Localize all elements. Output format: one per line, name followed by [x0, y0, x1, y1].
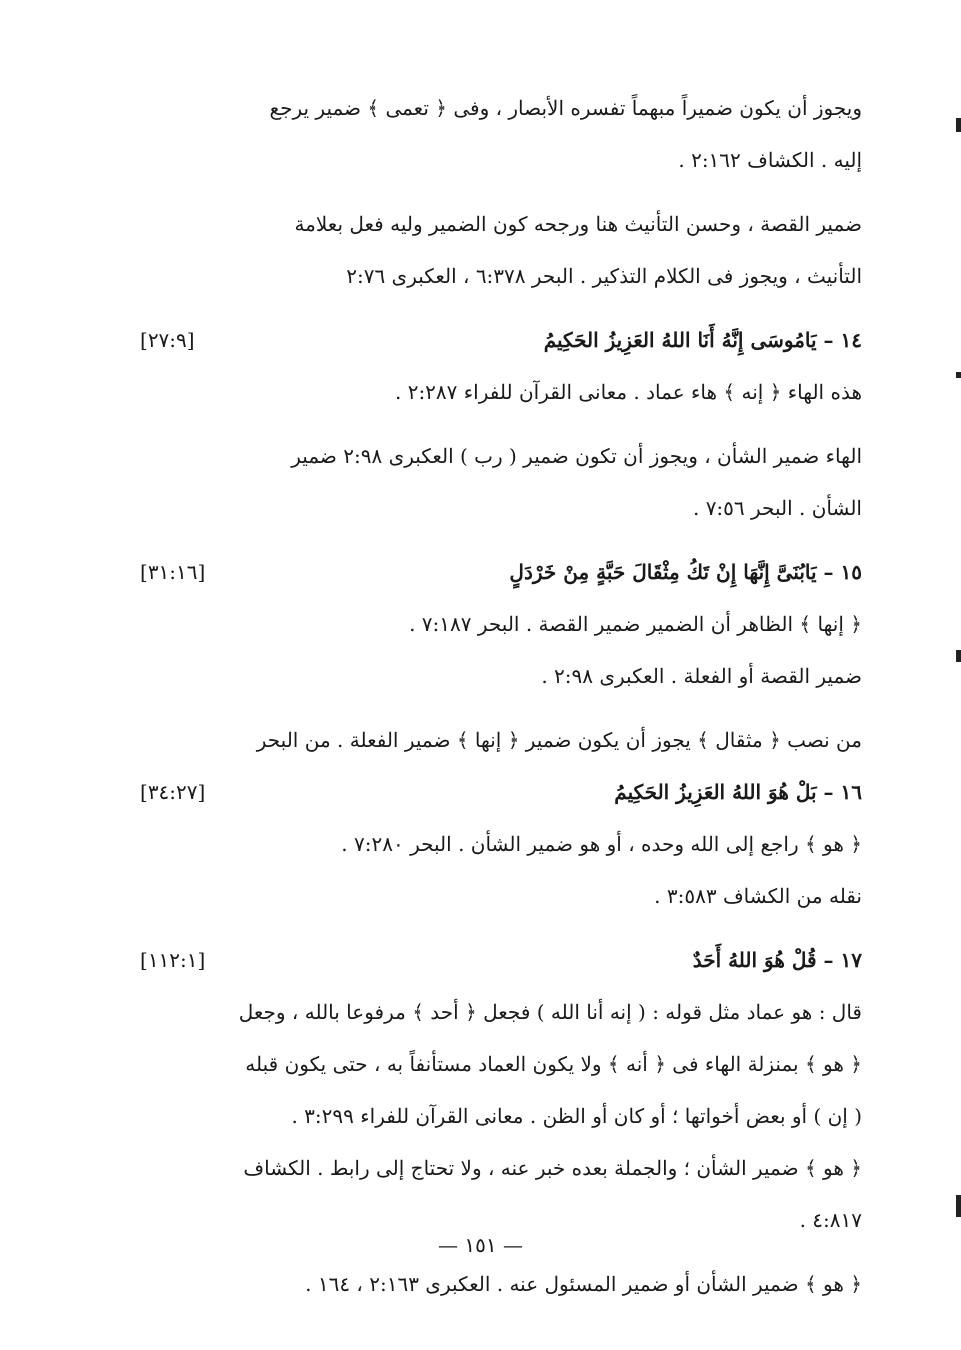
verse-heading — [140, 314, 862, 366]
text-line: ﴿ هو ﴾ ضمير الشأن أو ضمير المسئول عنه . العكبرى ٢:١٦٣ ، ١٦٤ . — [305, 1272, 862, 1296]
paragraph — [140, 598, 862, 702]
paragraph — [140, 1142, 862, 1246]
binding-mark — [956, 650, 961, 662]
text-line: ﴿ هو ﴾ ضمير الشأن ؛ والجملة بعده خبر عنه ، ولا تحتاج إلى رابط . الكشاف — [243, 1156, 862, 1180]
verse-text: ١٧ – قُلْ هُوَ اللهُ أَحَدٌ — [692, 948, 862, 972]
text-line: إليه . الكشاف ٢:١٦٢ . — [678, 148, 862, 172]
verse-reference: [٣٤:٢٧] — [140, 780, 206, 804]
text-line: التأنيث ، ويجوز فى الكلام التذكير . البحر ٦:٣٧٨ ، العكبرى ٢:٧٦ — [346, 264, 862, 288]
page-body — [140, 82, 862, 1310]
text-line: ﴿ إنها ﴾ الظاهر أن الضمير ضمير القصة . البحر ٧:١٨٧ . — [409, 612, 862, 636]
paragraph — [140, 714, 862, 766]
verse-reference: [١١٢:١] — [140, 948, 206, 972]
verse-heading — [140, 934, 862, 986]
verse-text: ١٤ – يَامُوسَى إِنَّهُ أَنَا اللهُ العَزِيزُ الحَكِيمُ — [543, 328, 862, 352]
text-line: ويجوز أن يكون ضميراً مبهماً تفسره الأبصار ، وفى ﴿ تعمى ﴾ ضمير يرجع — [269, 96, 862, 120]
verse-text: ١٦ – بَلْ هُوَ اللهُ العَزِيزُ الحَكِيمُ — [614, 780, 862, 804]
text-line: ضمير القصة أو الفعلة . العكبرى ٢:٩٨ . — [541, 664, 862, 688]
binding-mark — [956, 118, 961, 132]
text-line: الهاء ضمير الشأن ، ويجوز أن تكون ضمير ( رب ) العكبرى ٢:٩٨ ضمير — [291, 444, 862, 468]
verse-text: ١٥ – يَابُنَىَّ إِنَّهَا إِنْ تَكُ مِثْقَالَ حَبَّةٍ مِنْ خَرْدَلٍ — [509, 560, 862, 584]
paragraph — [140, 366, 862, 418]
text-line: من نصب ﴿ مثقال ﴾ يجوز أن يكون ضمير ﴿ إنها ﴾ ضمير الفعلة . من البحر — [256, 728, 862, 752]
paragraph — [140, 82, 862, 186]
paragraph — [140, 818, 862, 922]
verse-heading — [140, 546, 862, 598]
paragraph — [140, 430, 862, 534]
paragraph — [140, 986, 862, 1142]
text-line: قال : هو عماد مثل قوله : ( إنه أنا الله ) فجعل ﴿ أحد ﴾ مرفوعا بالله ، وجعل — [238, 1000, 862, 1024]
verse-reference: [٣١:١٦] — [140, 560, 206, 584]
binding-mark — [956, 1195, 961, 1217]
verse-heading — [140, 766, 862, 818]
text-line: ﴿ هو ﴾ راجع إلى الله وحده ، أو هو ضمير الشأن . البحر ٧:٢٨٠ . — [341, 832, 862, 856]
text-line: الشأن . البحر ٧:٥٦ . — [692, 496, 862, 520]
page-number: — ١٥١ — — [438, 1233, 523, 1257]
paragraph — [140, 198, 862, 302]
binding-mark — [956, 372, 961, 378]
text-line: ( إن ) أو بعض أخواتها ؛ أو كان أو الظن . معانى القرآن للفراء ٣:٢٩٩ . — [291, 1104, 862, 1128]
verse-reference: [٢٧:٩] — [140, 328, 195, 352]
text-line: نقله من الكشاف ٣:٥٨٣ . — [654, 884, 862, 908]
text-line: ٤:٨١٧ . — [799, 1208, 862, 1232]
text-line: ﴿ هو ﴾ بمنزلة الهاء فى ﴿ أنه ﴾ ولا يكون العماد مستأنفاً به ، حتى يكون قبله — [245, 1052, 862, 1076]
paragraph — [140, 1258, 862, 1310]
text-line: ضمير القصة ، وحسن التأنيث هنا ورجحه كون الضمير وليه فعل بعلامة — [294, 212, 862, 236]
text-line: هذه الهاء ﴿ إنه ﴾ هاء عماد . معانى القرآن للفراء ٢:٢٨٧ . — [394, 380, 862, 404]
